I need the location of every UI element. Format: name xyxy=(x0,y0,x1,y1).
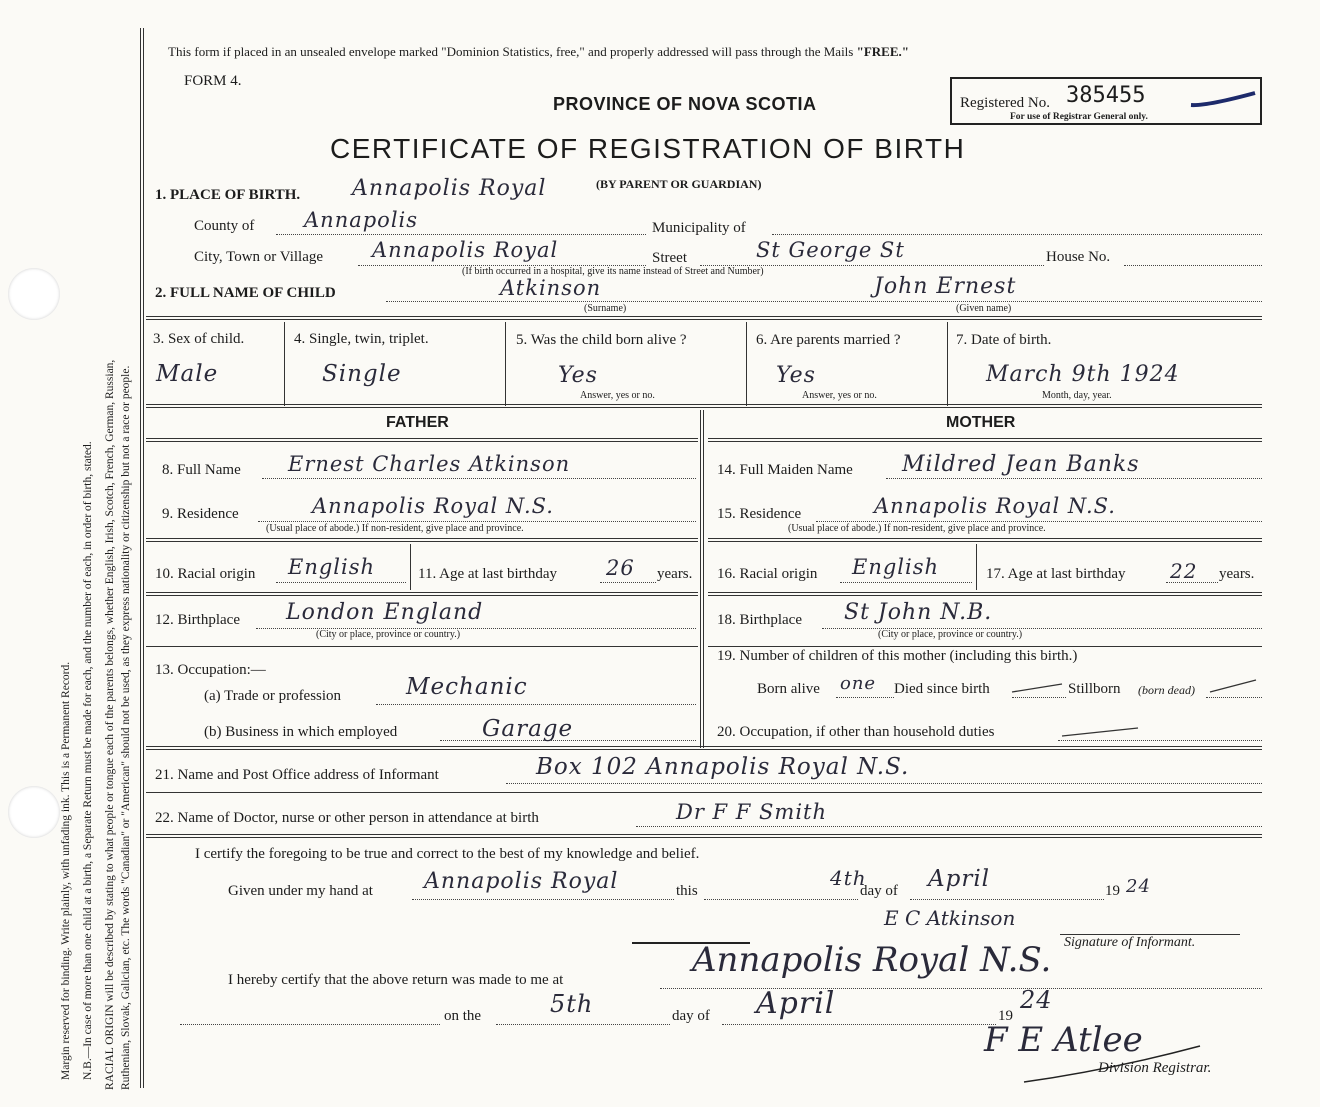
father-residence-line xyxy=(258,521,696,522)
place-of-birth-value: Annapolis Royal xyxy=(352,176,547,201)
born-alive-caption: Answer, yes or no. xyxy=(580,390,655,401)
father-racial-value: English xyxy=(288,555,376,579)
mother-residence-label: 15. Residence xyxy=(717,506,802,522)
left-border xyxy=(140,28,144,1088)
registrar-text: I hereby certify that the above return was made to me at xyxy=(228,972,564,988)
single-label: 4. Single, twin, triplet. xyxy=(294,331,429,347)
divider-before-parents xyxy=(146,404,1262,408)
given-place-value: Annapolis Royal xyxy=(424,869,619,894)
father-abode-caption: (Usual place of abode.) If non-resident, give place and province. xyxy=(266,523,524,534)
mail-notice-text: This form if placed in an unsealed envelope marked "Dominion Statistics, free," and properly addressed will pass through the Mails xyxy=(168,44,854,59)
by-parent-note: (BY PARENT OR GUARDIAN) xyxy=(596,177,762,191)
mother-residence-value: Annapolis Royal N.S. xyxy=(874,494,1116,518)
margin-note-racial-origin-2: Ruthenian, Slovak, Galician, etc. The words "Canadian" or "American" should not be used, as they express nationality or citizenship but not a race or people. xyxy=(120,365,132,1090)
father-racial-age-divider xyxy=(410,544,411,590)
binding-hole-top xyxy=(8,268,60,320)
father-business-label: (b) Business in which employed xyxy=(204,724,398,740)
registration-box xyxy=(950,77,1262,125)
city-value: Annapolis Royal xyxy=(372,238,559,262)
father-trade-line xyxy=(376,704,696,705)
mother-stillborn-line xyxy=(1206,697,1262,698)
street-label: Street xyxy=(652,250,687,266)
mother-died-label: Died since birth xyxy=(894,681,990,697)
municipality-label: Municipality of xyxy=(652,220,746,236)
year-value: 24 xyxy=(1126,876,1151,897)
father-divider-2 xyxy=(146,592,698,596)
doctor-label: 22. Name of Doctor, nurse or other person in attendance at birth xyxy=(155,810,539,826)
mother-racial-value: English xyxy=(852,555,940,579)
father-age-label: 11. Age at last birthday xyxy=(418,566,557,582)
municipality-line xyxy=(772,234,1262,235)
col-divider-3 xyxy=(284,322,285,406)
dob-value: March 9th 1924 xyxy=(986,362,1180,387)
parents-married-caption: Answer, yes or no. xyxy=(802,390,877,401)
mother-birthplace-label: 18. Birthplace xyxy=(717,612,802,628)
reg-year-prefix: 19 xyxy=(998,1008,1013,1024)
county-value: Annapolis xyxy=(304,208,419,232)
child-name-line xyxy=(386,301,1262,302)
mother-racial-age-divider xyxy=(976,544,977,590)
certificate-title: CERTIFICATE OF REGISTRATION OF BIRTH xyxy=(330,133,966,164)
sex-value: Male xyxy=(156,361,219,387)
mother-born-alive-value: one xyxy=(840,673,877,694)
mother-divider-2 xyxy=(708,592,1262,596)
single-value: Single xyxy=(322,361,402,387)
reg-month-value: April xyxy=(756,986,836,1021)
county-label: County of xyxy=(194,218,255,234)
father-birthplace-caption: (City or place, province or country.) xyxy=(316,629,461,640)
divider-under-headings-right xyxy=(708,438,1262,442)
doctor-line xyxy=(636,826,1262,827)
divider-before-informant xyxy=(146,746,1262,750)
registrar-place-line xyxy=(660,988,1262,989)
margin-note-binding: Margin reserved for binding. Write plainly, with unfading ink. This is a Permanent Record. xyxy=(60,661,72,1080)
this-label: this xyxy=(676,883,698,899)
check-mark-icon xyxy=(1187,87,1259,109)
father-divider-1 xyxy=(146,538,698,542)
house-label: House No. xyxy=(1046,249,1111,265)
mother-racial-label: 16. Racial origin xyxy=(717,566,818,582)
mother-residence-line xyxy=(816,521,1262,522)
street-value: St George St xyxy=(756,238,905,262)
registrar-caption: Division Registrar. xyxy=(1098,1060,1212,1076)
col-divider-4 xyxy=(505,322,506,406)
father-heading: FATHER xyxy=(386,414,449,431)
reg-day-line xyxy=(496,1024,670,1025)
mother-occupation-label: 20. Occupation, if other than household duties xyxy=(717,724,995,740)
father-trade-label: (a) Trade or profession xyxy=(204,688,342,704)
mother-racial-line xyxy=(840,582,972,583)
mother-age-label: 17. Age at last birthday xyxy=(986,566,1126,582)
informant-line xyxy=(506,783,1262,784)
province-heading: PROVINCE OF NOVA SCOTIA xyxy=(553,94,817,114)
reg-day-of-label: day of xyxy=(672,1008,710,1024)
father-age-value: 26 xyxy=(606,556,635,580)
on-the-lead-line xyxy=(180,1024,440,1025)
mother-occupation-dash xyxy=(1060,724,1140,740)
mother-name-line xyxy=(886,478,1262,479)
mother-stillborn-caption: (born dead) xyxy=(1138,683,1195,697)
father-trade-value: Mechanic xyxy=(406,674,528,700)
reg-month-line xyxy=(722,1024,996,1025)
mother-children-label: 19. Number of children of this mother (including this birth.) xyxy=(717,648,1078,664)
given-caption: (Given name) xyxy=(956,303,1012,314)
father-age-years: years. xyxy=(657,566,693,582)
certify-text: I certify the foregoing to be true and correct to the best of my knowledge and belief. xyxy=(195,846,700,862)
dob-caption: Month, day, year. xyxy=(1042,390,1112,401)
registrar-use-note: For use of Registrar General only. xyxy=(1010,112,1148,122)
hospital-note: (If birth occurred in a hospital, give its name instead of Street and Number) xyxy=(462,266,764,277)
mother-age-value: 22 xyxy=(1170,559,1198,583)
mother-occupation-line xyxy=(1058,740,1262,741)
day-value: 4th xyxy=(830,866,867,890)
month-value: April xyxy=(928,866,991,892)
parents-center-divider xyxy=(700,410,704,748)
child-given-value: John Ernest xyxy=(874,274,1017,299)
father-occupation-label: 13. Occupation:— xyxy=(155,662,266,678)
day-of-label: day of xyxy=(860,883,898,899)
father-racial-line xyxy=(276,582,406,583)
margin-note-racial-origin-1: RACIAL ORIGIN will be described by stating to what people or tongue each of the parents belongs, whether English, Irish, Scotch, French, German, Russian, xyxy=(104,359,116,1090)
father-name-line xyxy=(262,478,696,479)
month-line xyxy=(910,899,1104,900)
child-surname-value: Atkinson xyxy=(500,276,602,300)
house-line xyxy=(1124,265,1262,266)
informant-value: Box 102 Annapolis Royal N.S. xyxy=(536,754,910,780)
reg-year-value: 24 xyxy=(1020,986,1053,1014)
col-divider-6 xyxy=(947,322,948,406)
father-birthplace-label: 12. Birthplace xyxy=(155,612,240,628)
father-residence-value: Annapolis Royal N.S. xyxy=(312,494,554,518)
day-line xyxy=(704,899,858,900)
mother-stillborn-label: Stillborn xyxy=(1068,681,1121,697)
born-alive-label: 5. Was the child born alive ? xyxy=(516,332,687,348)
divider-after-child-name xyxy=(146,316,1262,320)
mother-age-years: years. xyxy=(1219,566,1255,582)
registered-label: Registered No. xyxy=(960,95,1050,111)
mother-died-line xyxy=(1012,697,1066,698)
informant-signature: E C Atkinson xyxy=(884,906,1016,930)
dob-label: 7. Date of birth. xyxy=(956,332,1052,348)
dash-strokes xyxy=(1010,676,1260,696)
father-name-label: 8. Full Name xyxy=(162,462,241,478)
on-the-label: on the xyxy=(444,1008,482,1024)
mother-birthplace-caption: (City or place, province or country.) xyxy=(878,629,1023,640)
mother-heading: MOTHER xyxy=(946,414,1016,431)
registrar-place-value: Annapolis Royal N.S. xyxy=(692,940,1052,980)
divider-before-certification xyxy=(146,834,1262,838)
binding-hole-bottom xyxy=(8,786,60,838)
registered-number: 385455 xyxy=(1066,83,1146,108)
mother-born-alive-line xyxy=(836,697,894,698)
mail-notice-free: "FREE." xyxy=(856,44,909,59)
father-racial-label: 10. Racial origin xyxy=(155,566,256,582)
father-birthplace-value: London England xyxy=(286,600,484,625)
divider-under-headings-left xyxy=(146,438,698,442)
mother-divider-3 xyxy=(708,646,1262,647)
mother-abode-caption: (Usual place of abode.) If non-resident, give place and province. xyxy=(788,523,1046,534)
father-divider-3 xyxy=(146,646,698,647)
mother-name-value: Mildred Jean Banks xyxy=(902,452,1140,477)
margin-note-multiple-births: N.B.—In case of more than one child at a birth, a Separate Return must be made for each, and the number of each, in order of birth, stated. xyxy=(82,441,94,1080)
year-prefix: 19 xyxy=(1105,883,1120,899)
sex-label: 3. Sex of child. xyxy=(153,331,245,347)
doctor-value: Dr F F Smith xyxy=(676,800,828,824)
father-name-value: Ernest Charles Atkinson xyxy=(288,452,571,476)
informant-label: 21. Name and Post Office address of Informant xyxy=(155,767,439,783)
given-label: Given under my hand at xyxy=(228,883,373,899)
parents-married-value: Yes xyxy=(776,363,816,388)
father-age-line xyxy=(600,582,656,583)
city-label: City, Town or Village xyxy=(194,249,324,265)
child-name-label: 2. FULL NAME OF CHILD xyxy=(155,285,336,301)
informant-signature-caption: Signature of Informant. xyxy=(1064,935,1196,950)
born-alive-value: Yes xyxy=(558,363,598,388)
place-of-birth-label: 1. PLACE OF BIRTH. xyxy=(155,187,301,203)
father-residence-label: 9. Residence xyxy=(162,506,239,522)
mother-born-alive-label: Born alive xyxy=(757,681,820,697)
father-business-value: Garage xyxy=(482,716,574,742)
mail-notice xyxy=(168,44,909,60)
county-line xyxy=(276,234,646,235)
divider-before-doctor xyxy=(146,792,1262,793)
parents-married-label: 6. Are parents married ? xyxy=(756,332,901,348)
mother-name-label: 14. Full Maiden Name xyxy=(717,462,853,478)
registrar-signature: F E Atlee xyxy=(984,1020,1143,1060)
col-divider-5 xyxy=(746,322,747,406)
surname-caption: (Surname) xyxy=(584,303,627,314)
form-number: FORM 4. xyxy=(184,73,242,89)
mother-divider-1 xyxy=(708,538,1262,542)
given-place-line xyxy=(412,899,674,900)
reg-day-value: 5th xyxy=(550,990,594,1018)
mother-birthplace-value: St John N.B. xyxy=(844,600,993,625)
